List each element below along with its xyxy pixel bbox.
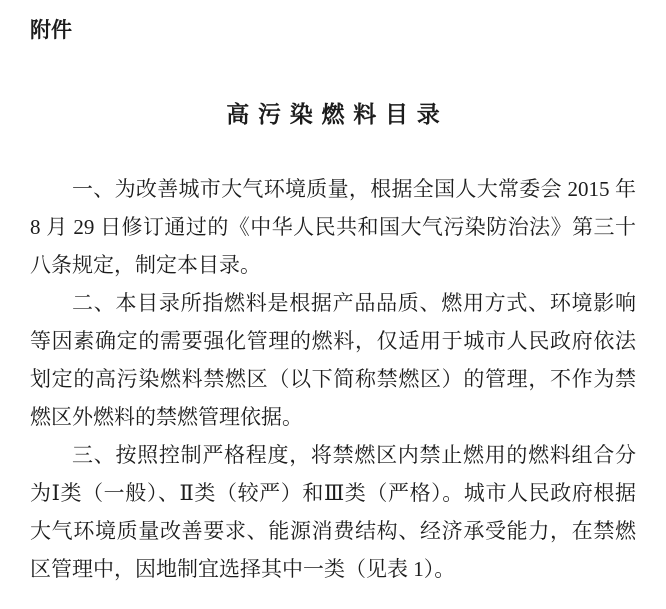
- document-title: 高污染燃料目录: [226, 101, 449, 127]
- paragraph-categories: 三、按照控制严格程度，将禁燃区内禁止燃用的燃料组合分为Ⅰ类（一般）、Ⅱ类（较严）和Ⅲ类（严格）。城市人民政府根据大气环境质量改善要求、能源消费结构、经济承受能力，在禁燃区管理中，因地制宜选择其中一类（见表 1）。: [30, 443, 636, 581]
- paragraph-scope: 二、本目录所指燃料是根据产品品质、燃用方式、环境影响等因素确定的需要强化管理的燃料，仅适用于城市人民政府依法划定的高污染燃料禁燃区（以下简称禁燃区）的管理，不作为禁燃区外燃料的禁燃管理依据。: [30, 291, 636, 429]
- paragraph-basis: 一、为改善城市大气环境质量，根据全国人大常委会 2015 年 8 月 29 日修订通过的《中华人民共和国大气污染防治法》第三十八条规定，制定本目录。: [30, 177, 636, 277]
- document-body: [30, 170, 636, 588]
- attachment-label: 附件: [30, 19, 72, 42]
